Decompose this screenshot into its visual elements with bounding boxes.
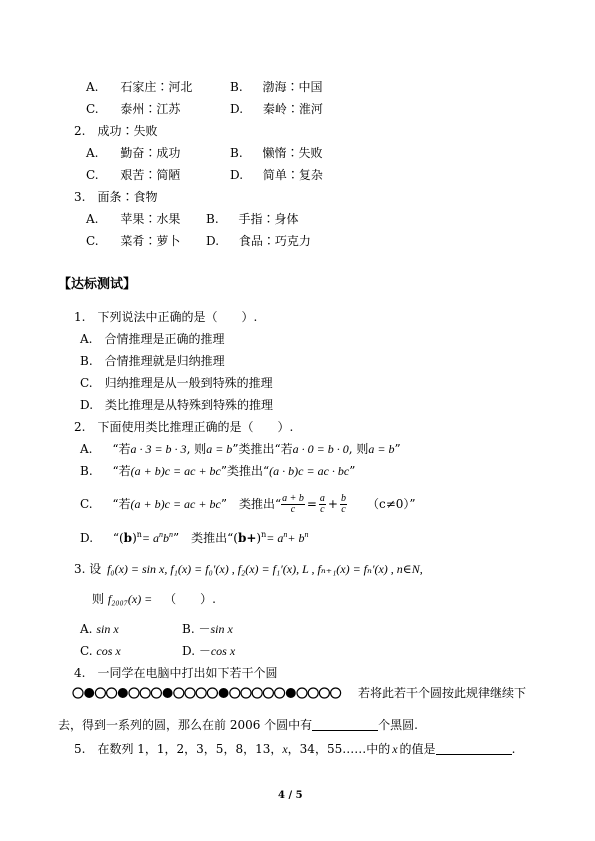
t4-tail: 若将此若干个圆按此规律继续下 xyxy=(358,686,527,700)
option-label: B. xyxy=(230,146,243,160)
text: 的值是 xyxy=(399,742,436,756)
math-expr: sin x xyxy=(96,622,119,636)
math-var: x xyxy=(282,742,288,756)
white-circle xyxy=(107,688,117,698)
white-circle xyxy=(196,688,206,698)
option-label: A. xyxy=(86,212,99,226)
option-label: C. xyxy=(80,497,93,511)
q3-option-b xyxy=(206,212,298,226)
black-circle xyxy=(286,688,296,698)
option-label: B. xyxy=(230,80,243,94)
q3-stem: 3. 面条∶食物 xyxy=(74,190,158,204)
math-var: x xyxy=(392,742,398,756)
q3-option-d xyxy=(206,234,311,248)
t2-option-b xyxy=(80,464,355,478)
option-label: D. xyxy=(80,531,94,545)
math-expr: = a xyxy=(266,531,284,545)
fraction xyxy=(340,494,347,515)
denominator: c xyxy=(320,504,325,515)
math-expr: (a + b)c = ac + bc xyxy=(130,464,221,478)
white-circle xyxy=(331,688,341,698)
math-expr: a = b xyxy=(206,442,233,456)
option-label: D. xyxy=(230,102,244,116)
math-expr: b xyxy=(163,531,170,545)
t1-option-c: C. 归纳推理是从一般到特殊的推理 xyxy=(80,376,273,390)
t3-option-b xyxy=(182,622,233,636)
text: ) xyxy=(256,531,262,545)
option-label: C. xyxy=(86,102,99,116)
q3-option-c xyxy=(86,234,180,248)
option-label: C. xyxy=(86,234,99,248)
white-circle xyxy=(275,688,285,698)
text: ”类推出“若 xyxy=(232,442,293,456)
text: 个黑圆. xyxy=(378,718,418,732)
text: , 则 xyxy=(348,442,369,456)
q1-option-d xyxy=(230,102,323,116)
option-label: A. xyxy=(86,80,99,94)
plus-sign: + xyxy=(327,497,338,511)
paren-text: （ ）. xyxy=(164,592,216,606)
t3-option-c xyxy=(80,644,121,658)
white-circle xyxy=(174,688,184,698)
text: ” 类推出“( xyxy=(173,531,238,545)
text: ” 类推出“ xyxy=(220,497,282,511)
math-expr: a · 3 = b · 3 xyxy=(130,442,187,456)
black-circle xyxy=(84,688,94,698)
text: 5. 在数列 1，1，2，3，5，8，13， xyxy=(74,742,283,756)
option-label: D. xyxy=(206,234,220,248)
black-circle xyxy=(219,688,229,698)
option-text: 手指∶身体 xyxy=(238,212,299,226)
white-circle xyxy=(151,688,161,698)
option-label: C. xyxy=(80,644,93,658)
t2-option-a xyxy=(80,442,401,456)
option-text: 简单∶复杂 xyxy=(262,168,323,182)
math-expr: (a + b)c = ac + bc xyxy=(130,497,221,511)
option-text: 苹果∶水果 xyxy=(120,212,181,226)
text: ” xyxy=(349,464,356,478)
option-label: B. － xyxy=(182,622,211,636)
option-label: A. xyxy=(80,442,93,456)
q1-option-b xyxy=(230,80,322,94)
white-circle xyxy=(73,688,83,698)
t2-option-d xyxy=(80,528,308,545)
white-circle xyxy=(95,688,105,698)
bold-text: b xyxy=(123,531,133,545)
q2-option-b xyxy=(230,146,322,160)
text: , 则 xyxy=(186,442,207,456)
quote-text: “若 xyxy=(112,464,131,478)
t1-option-b: B. 合情推理就是归纳推理 xyxy=(80,354,225,368)
numerator: b xyxy=(340,493,346,504)
fraction xyxy=(281,494,305,515)
circle-sequence-figure xyxy=(72,686,352,700)
option-label: A. xyxy=(80,622,93,636)
superscript: n xyxy=(304,530,309,539)
white-circle xyxy=(129,688,139,698)
white-circle xyxy=(263,688,273,698)
denominator: c xyxy=(341,504,346,515)
white-circle xyxy=(297,688,307,698)
math-expr: sin x xyxy=(210,622,233,636)
option-text: 石家庄∶河北 xyxy=(120,80,193,94)
answer-blank xyxy=(312,718,378,731)
white-circle xyxy=(185,688,195,698)
superscript: n xyxy=(136,530,142,539)
denominator: c xyxy=(290,504,296,515)
math-expr: cos x xyxy=(210,644,236,658)
t1-option-a: A. 合情推理是正确的推理 xyxy=(80,332,225,346)
t1-option-d: D. 类比推理是从特殊到特殊的推理 xyxy=(80,398,274,412)
option-label: B. xyxy=(80,464,93,478)
text: 则 xyxy=(92,592,105,606)
text: ) xyxy=(132,531,137,545)
t1-stem: 1. 下列说法中正确的是（ ）. xyxy=(74,310,258,324)
white-circle xyxy=(241,688,251,698)
option-text: 菜肴∶萝卜 xyxy=(120,234,181,248)
text: ，34，55……中的 xyxy=(287,742,391,756)
t3-stem xyxy=(74,562,423,576)
option-text: 艰苦∶简陋 xyxy=(120,168,181,182)
t2-stem: 2. 下面使用类比推理正确的是（ ）. xyxy=(74,420,294,434)
numerator: a xyxy=(319,493,325,504)
option-label: B. xyxy=(206,212,219,226)
answer-blank xyxy=(436,742,512,755)
t3-option-a xyxy=(80,622,119,636)
white-circle xyxy=(319,688,329,698)
quote-text: “若 xyxy=(112,497,131,511)
option-text: 渤海∶中国 xyxy=(262,80,323,94)
text: 去，得到一系列的圆，那么在前 2006 个圆中有 xyxy=(58,718,313,732)
text: ” xyxy=(394,442,401,456)
math-expr: f₂₀₀₇(x) = xyxy=(107,592,153,606)
q2-option-d xyxy=(230,168,323,182)
option-label: D. － xyxy=(182,644,211,658)
bold-text: b+ xyxy=(237,531,257,545)
page-number: 4 / 5 xyxy=(278,790,303,801)
quote-text: “( xyxy=(112,531,124,545)
condition-text: （c≠0）” xyxy=(366,497,416,511)
black-circle xyxy=(163,688,173,698)
white-circle xyxy=(207,688,217,698)
math-expr: f₀(x) = sin x, f₁(x) = f₀′(x) , f₂(x) = f₁′(x), L , fₙ₊₁(x) = fₙ′(x) , n∈N, xyxy=(107,562,423,576)
q1-option-a xyxy=(86,80,192,94)
option-label: D. xyxy=(230,168,244,182)
t3-option-d xyxy=(182,644,235,658)
t5-stem xyxy=(74,742,515,756)
option-label: C. xyxy=(86,168,99,182)
math-expr: a · 0 = b · 0 xyxy=(292,442,349,456)
fraction xyxy=(319,494,326,515)
q3-option-a xyxy=(86,212,180,226)
superscript: n xyxy=(169,530,174,539)
white-circle xyxy=(140,688,150,698)
quote-text: “若 xyxy=(112,442,131,456)
black-circle xyxy=(118,688,128,698)
math-expr: cos x xyxy=(96,644,121,658)
white-circle xyxy=(230,688,240,698)
option-text: 食品∶巧克力 xyxy=(238,234,311,248)
math-expr: a = b xyxy=(368,442,395,456)
option-text: 泰州∶江苏 xyxy=(120,102,181,116)
q1-option-c xyxy=(86,102,180,116)
numerator: a + b xyxy=(282,493,304,504)
text: ”类推出“ xyxy=(220,464,270,478)
white-circle xyxy=(252,688,262,698)
section-title: 【达标测试】 xyxy=(58,277,137,292)
option-text: 秦岭∶淮河 xyxy=(262,102,323,116)
text: . xyxy=(511,742,516,756)
equals-sign: = xyxy=(306,497,317,511)
superscript: n xyxy=(159,530,164,539)
option-text: 勤奋∶成功 xyxy=(120,146,181,160)
t4-line2 xyxy=(58,718,418,732)
q2-option-a xyxy=(86,146,180,160)
white-circle xyxy=(308,688,318,698)
math-expr: = a xyxy=(141,531,160,545)
q2-option-c xyxy=(86,168,180,182)
math-expr: (a · b)c = ac · bc xyxy=(269,464,350,478)
superscript: n xyxy=(261,530,267,539)
option-text: 懒惰∶失败 xyxy=(262,146,323,160)
t3-then-line xyxy=(92,592,216,606)
stem-prefix: 3. 设 xyxy=(74,562,102,576)
t4-stem: 4. 一同学在电脑中打出如下若干个圆 xyxy=(74,666,278,680)
q2-stem: 2. 成功∶失败 xyxy=(74,124,158,138)
option-label: A. xyxy=(86,146,99,160)
superscript: n xyxy=(283,530,288,539)
t2-option-c xyxy=(80,492,416,516)
math-expr: + b xyxy=(287,531,305,545)
